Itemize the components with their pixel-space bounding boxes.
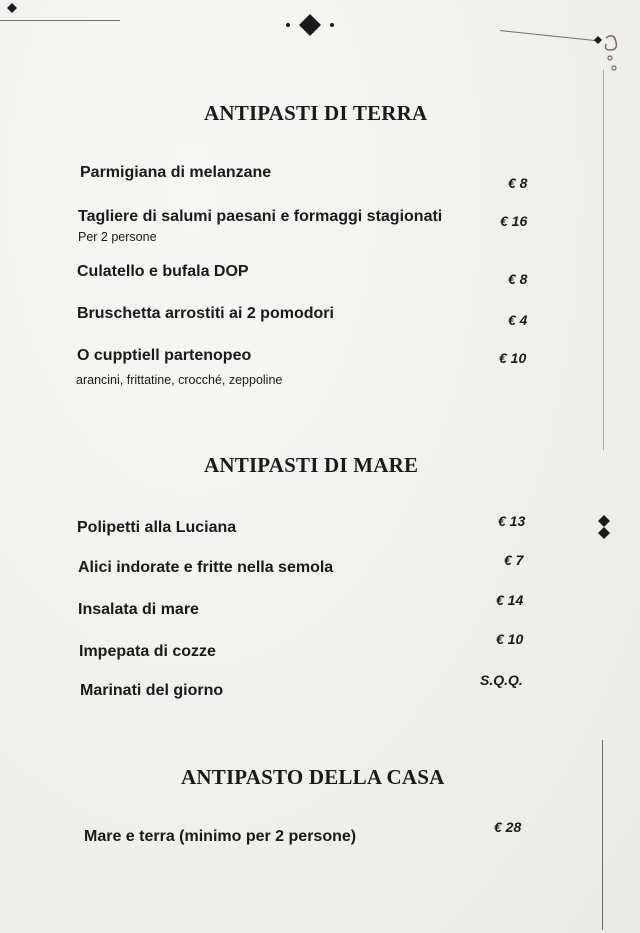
section-title-casa: ANTIPASTO DELLA CASA <box>181 765 445 789</box>
frame-line-right <box>603 70 604 450</box>
menu-item-price: € 28 <box>494 819 522 835</box>
corner-flourish-icon <box>592 28 622 78</box>
menu-item-price: € 16 <box>500 213 528 229</box>
menu-item-price: € 14 <box>496 592 524 608</box>
menu-item-name: Impepata di cozze <box>79 643 216 660</box>
menu-item-desc: Per 2 persone <box>78 230 157 244</box>
menu-item-desc: arancini, frittatine, crocché, zeppoline <box>76 373 283 387</box>
diamond-ornament-icon <box>6 2 18 14</box>
frame-line-top-right <box>500 30 600 41</box>
menu-item-price: € 8 <box>508 175 528 191</box>
menu-item-price: € 4 <box>508 312 528 328</box>
menu-item-price: S.Q.Q. <box>480 672 523 688</box>
diamond-ornament-icon <box>596 514 612 540</box>
menu-item-name: Alici indorate e fritte nella semola <box>78 559 334 576</box>
menu-item-name: Marinati del giorno <box>80 682 224 699</box>
frame-line-right-lower <box>602 740 603 930</box>
menu-item-price: € 7 <box>504 552 524 568</box>
menu-item-name: Bruschetta arrostiti ai 2 pomodori <box>77 305 334 322</box>
menu-item-name: Tagliere di salumi paesani e formaggi stagionati <box>78 208 443 225</box>
diamond-ornament-icon <box>283 12 337 38</box>
menu-item-name: Mare e terra (minimo per 2 persone) <box>84 828 357 845</box>
menu-item-price: € 10 <box>496 631 524 647</box>
section-title-terra: ANTIPASTI DI TERRA <box>204 101 428 125</box>
section-title-mare: ANTIPASTI DI MARE <box>204 453 419 477</box>
frame-line-top-left <box>0 20 120 21</box>
menu-item-price: € 13 <box>498 513 526 529</box>
menu-item-price: € 8 <box>508 271 528 287</box>
menu-item-name: O cupptiell partenopeo <box>77 347 252 364</box>
menu-item-name: Culatello e bufala DOP <box>77 263 249 280</box>
menu-item-name: Insalata di mare <box>78 601 199 618</box>
menu-item-name: Polipetti alla Luciana <box>77 519 237 536</box>
menu-item-price: € 10 <box>499 350 527 366</box>
menu-item-name: Parmigiana di melanzane <box>80 164 272 181</box>
